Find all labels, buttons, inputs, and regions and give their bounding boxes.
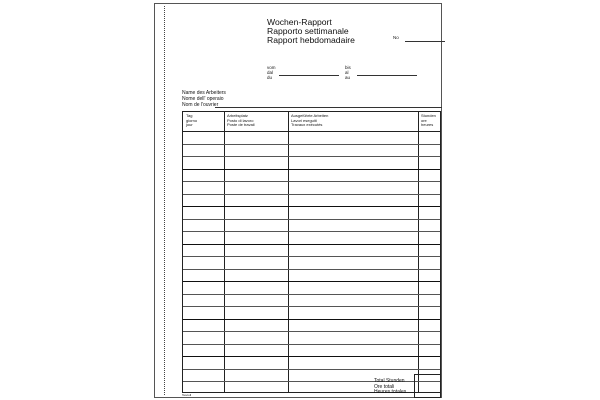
table-row-line xyxy=(183,181,440,182)
day-divider xyxy=(183,319,440,320)
day-divider xyxy=(183,356,440,357)
date-to-labels xyxy=(345,65,351,80)
table-row-line xyxy=(183,219,440,220)
column-header-hours xyxy=(421,114,436,128)
totals-label-de: Total Stunden xyxy=(374,378,405,384)
day-divider xyxy=(183,244,440,245)
column-header-day-fr: jour xyxy=(186,122,193,128)
date-from-label-it: dal xyxy=(267,70,274,75)
column-header-work-done xyxy=(291,114,328,128)
worker-label-it: Nome dell' operaio xyxy=(182,96,224,102)
total-hours-field[interactable] xyxy=(414,374,441,398)
table-row-line xyxy=(183,369,440,370)
totals-label-fr: Heures totales xyxy=(374,389,407,396)
date-from-label-de: vom xyxy=(267,65,276,70)
date-from-labels xyxy=(267,65,276,80)
column-header-workplace-fr: Poste de travail xyxy=(227,122,255,128)
worker-label-fr: Nom de l'ouvrier xyxy=(182,102,219,108)
totals-labels xyxy=(374,379,406,396)
date-to-field[interactable] xyxy=(357,75,417,76)
date-to-label-fr: au xyxy=(345,75,351,80)
title-german: Wochen-Rapport xyxy=(267,17,332,27)
table-row-line xyxy=(183,344,440,345)
day-divider xyxy=(183,169,440,170)
column-header-day-de: Tag xyxy=(186,113,193,118)
table-row-line xyxy=(183,306,440,307)
day-divider xyxy=(183,206,440,207)
worker-name-field[interactable] xyxy=(215,107,442,108)
column-header-work-done-it: Lavori eseguiti xyxy=(291,117,317,123)
column-divider xyxy=(418,112,419,392)
number-field[interactable] xyxy=(405,41,445,42)
form-title xyxy=(267,18,355,45)
table-row-line xyxy=(183,331,440,332)
worker-name-labels xyxy=(182,90,226,108)
totals-label-it: Ore totali xyxy=(374,383,395,390)
column-header-work-done-fr: Travaux exécutés xyxy=(291,122,323,128)
column-header-workplace-de: Arbeitsplatz xyxy=(227,113,248,118)
table-row-line xyxy=(183,294,440,295)
header-separator xyxy=(183,131,440,132)
table-row-line xyxy=(183,156,440,157)
column-header-hours-de: Stunden xyxy=(421,113,436,118)
column-divider xyxy=(224,112,225,392)
report-table xyxy=(182,111,441,393)
title-french: Rapport hebdomadaire xyxy=(267,35,355,45)
table-row-line xyxy=(183,194,440,195)
date-to-label-it: al xyxy=(345,70,349,75)
column-header-hours-fr: heures xyxy=(421,122,434,128)
column-header-work-done-de: Ausgeführte Arbeiten xyxy=(291,113,329,118)
table-row-line xyxy=(183,256,440,257)
column-header-day-it: giorno xyxy=(186,117,198,123)
column-header-day xyxy=(186,114,197,128)
perforation-line xyxy=(164,6,165,395)
title-italian: Rapporto settimanale xyxy=(267,26,349,36)
column-header-workplace-it: Posto di lavoro xyxy=(227,117,254,123)
footer-code: Tescoll xyxy=(182,393,192,397)
date-to-label-de: bis xyxy=(345,65,351,70)
date-from-field[interactable] xyxy=(279,75,339,76)
column-divider xyxy=(288,112,289,392)
table-row-line xyxy=(183,231,440,232)
worker-label-de: Name des Arbeiters xyxy=(182,90,226,96)
table-row-line xyxy=(183,144,440,145)
column-header-workplace xyxy=(227,114,255,128)
day-divider xyxy=(183,281,440,282)
date-from-label-fr: du xyxy=(267,75,273,80)
table-row-line xyxy=(183,269,440,270)
number-label: No xyxy=(393,35,399,40)
form-page xyxy=(154,3,442,398)
column-header-hours-it: ore xyxy=(421,117,427,123)
